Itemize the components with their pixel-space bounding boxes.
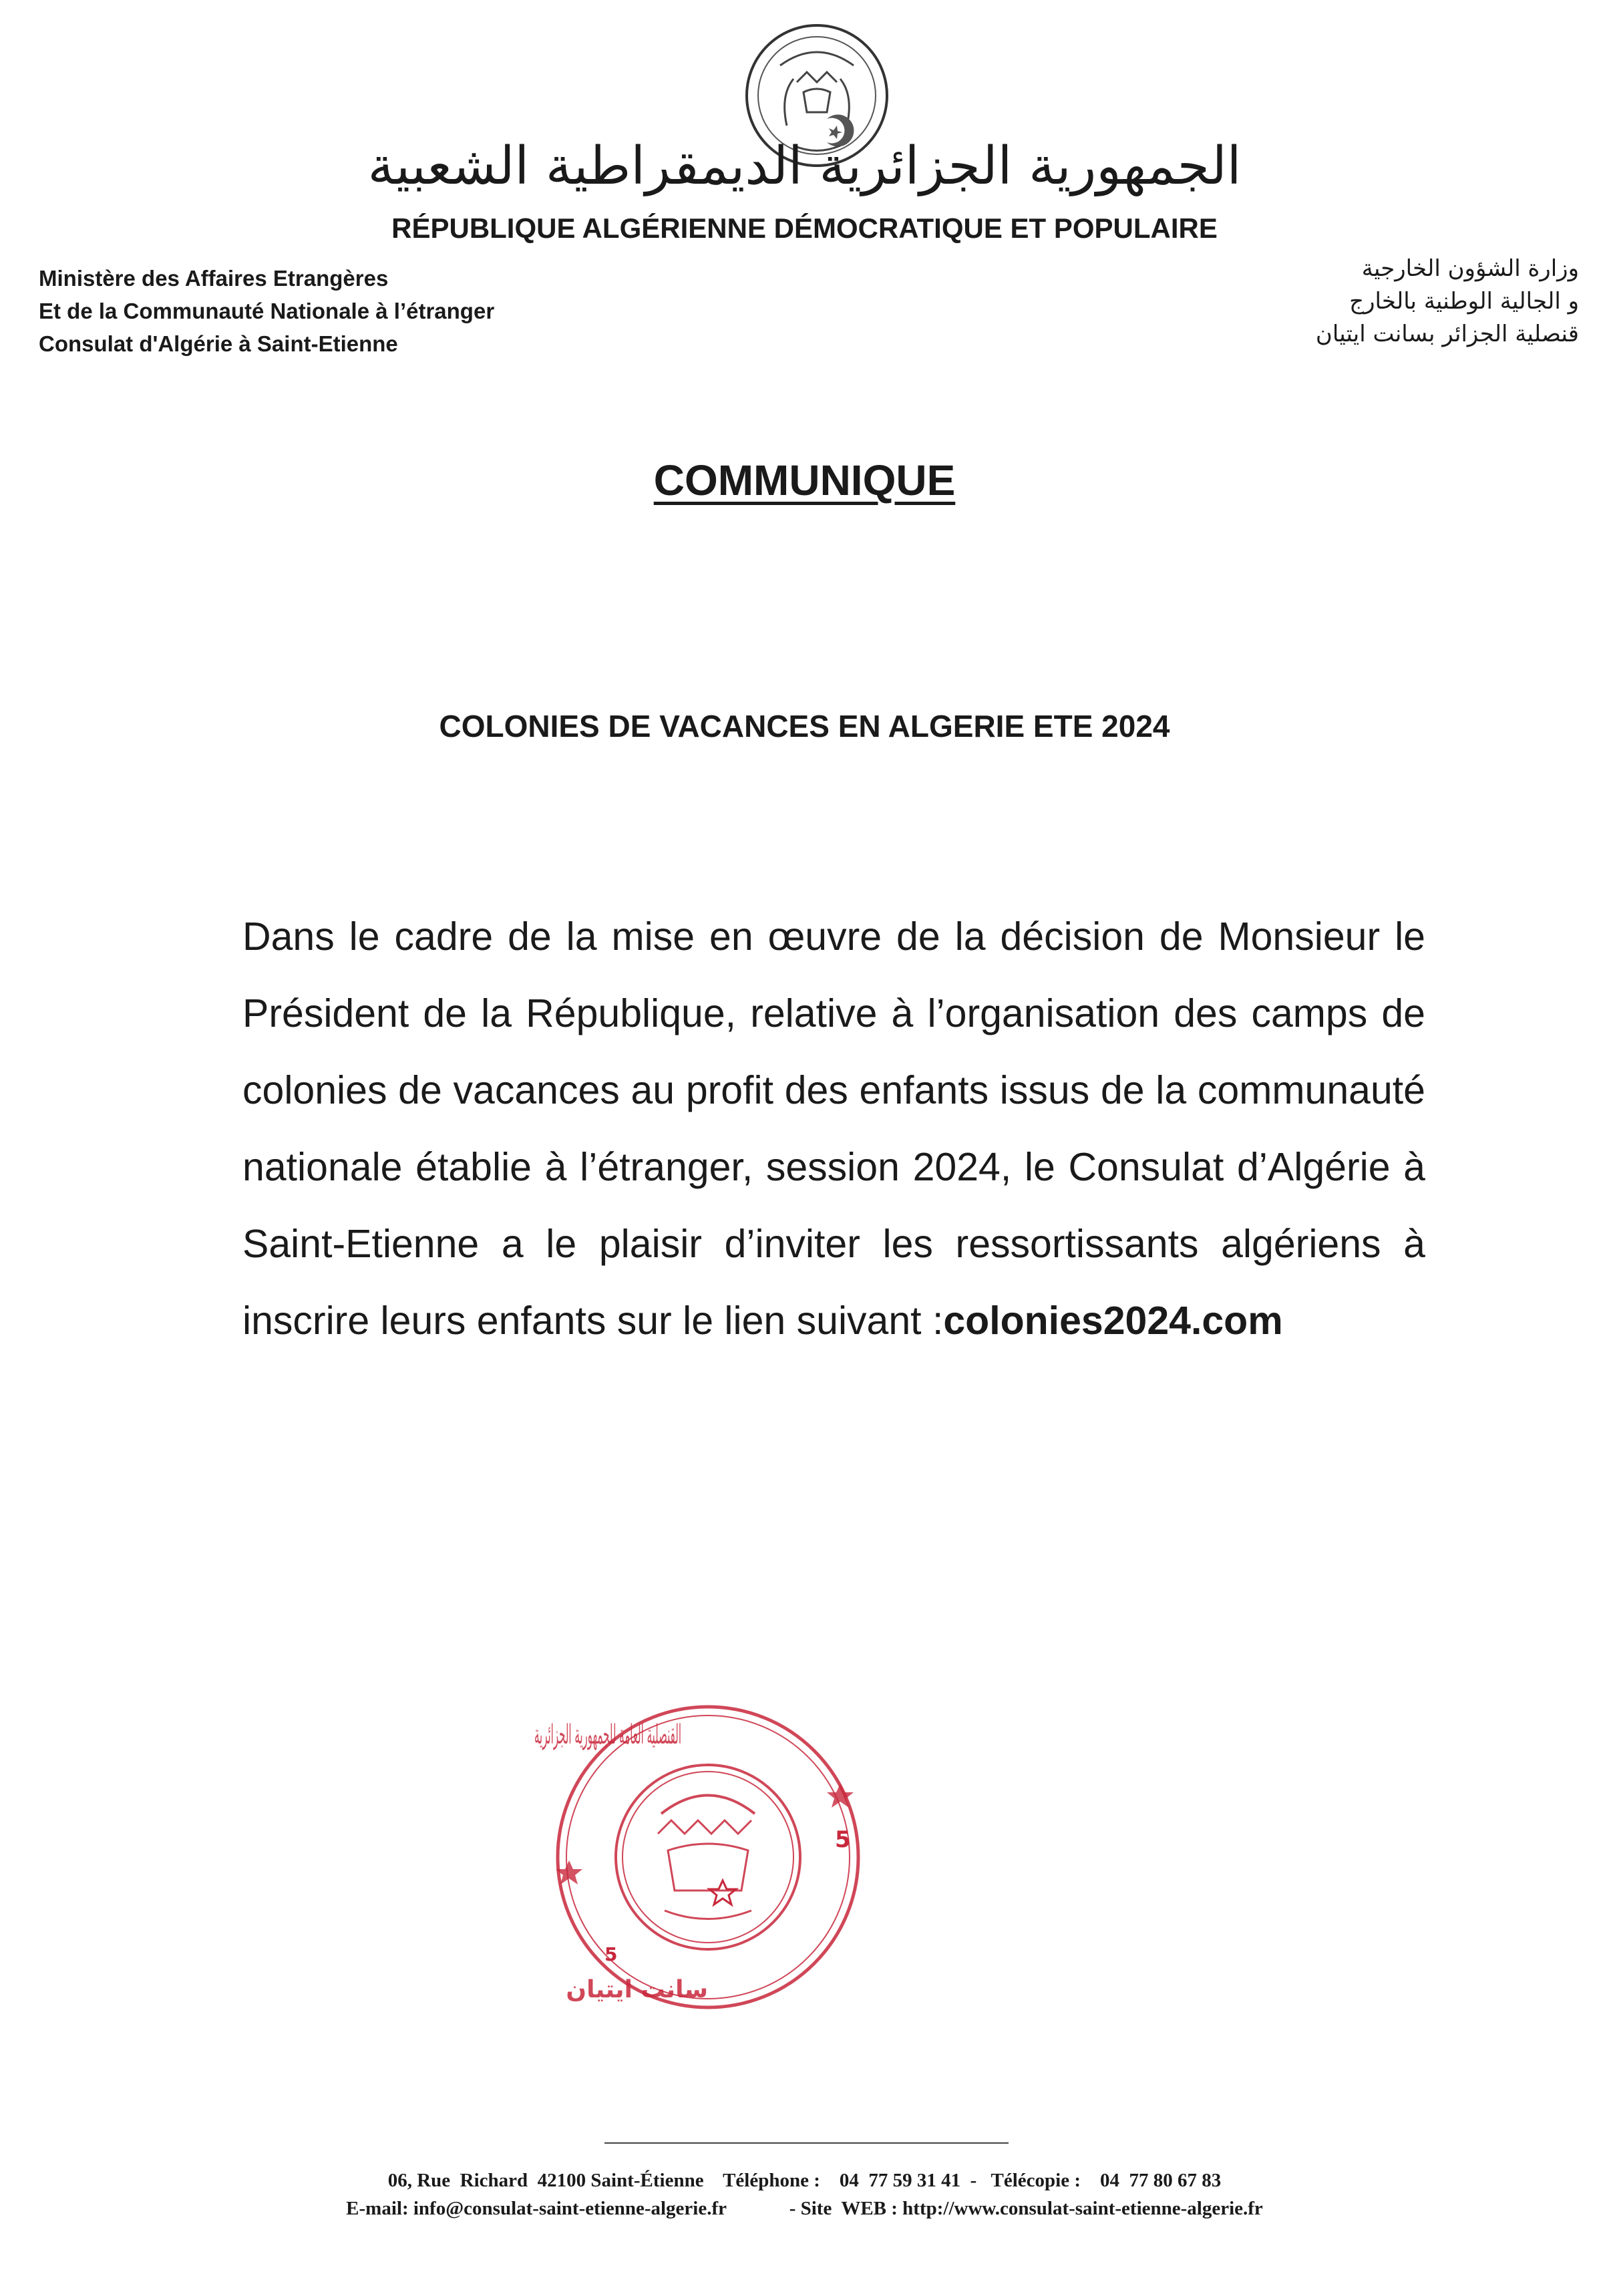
footer-contact xyxy=(0,2166,1609,2223)
body-paragraph: Dans le cadre de la mise en œuvre de la décision de Monsieur le Président de la République, relative à l’organisation des camps de colonies de vacances au profit des enfants issus de la communauté nationale établie à l’étranger, session 2024, le Consulat d’Algérie à Saint-Etienne a le plaisir d’inviter les ressortissants algériens à inscrire leurs enfants sur le lien suivant : xyxy=(242,915,1425,1343)
ministry-block-french xyxy=(39,262,494,360)
ministry-block-arabic xyxy=(1316,253,1579,351)
ministry-line-2: Et de la Communauté Nationale à l’étranger xyxy=(39,299,495,323)
ministry-ar-line-3: قنصلية الجزائر بسانت ايتيان xyxy=(1315,321,1579,347)
ministry-ar-line-1: وزارة الشؤون الخارجية xyxy=(1361,255,1579,282)
ministry-ar-line-2: و الجالية الوطنية بالخارج xyxy=(1349,288,1579,315)
ministry-line-1: Ministère des Affaires Etrangères xyxy=(39,266,389,291)
republic-title-french: RÉPUBLIQUE ALGÉRIENNE DÉMOCRATIQUE ET POPULAIRE xyxy=(391,212,1218,244)
ministry-line-3: Consulat d'Algérie à Saint-Etienne xyxy=(39,331,398,356)
stamp-number: 5 xyxy=(835,1826,851,1853)
document-body xyxy=(242,898,1425,1359)
document-subject: COLONIES DE VACANCES EN ALGERIE ETE 2024 xyxy=(439,709,1170,744)
heading-text: COMMUNIQUE xyxy=(653,456,956,504)
footer-divider xyxy=(604,2142,1009,2144)
consulate-stamp xyxy=(534,1697,875,2017)
stamp-number-bottom: 5 xyxy=(604,1943,618,1965)
document-heading xyxy=(0,456,1609,505)
stamp-text-arabic: القنصلية العامة للجمهورية الجزائرية xyxy=(534,1719,681,1750)
republic-title-arabic: الجمهورية الجزائرية الديمقراطية الشعبية xyxy=(367,136,1242,196)
footer-address-line: 06, Rue Richard 42100 Saint-Étienne Téléphone : 04 77 59 31 41 - Télécopie : 04 77 80 67 83 xyxy=(387,2170,1222,2191)
registration-link[interactable]: colonies2024.com xyxy=(943,1299,1283,1343)
stamp-city-arabic: سانت ايتيان xyxy=(566,1976,708,2003)
footer-email-web-line: E-mail: info@consulat-saint-etienne-algerie.fr - Site WEB : http://www.consulat-saint-etienne-algerie.fr xyxy=(346,2198,1263,2219)
